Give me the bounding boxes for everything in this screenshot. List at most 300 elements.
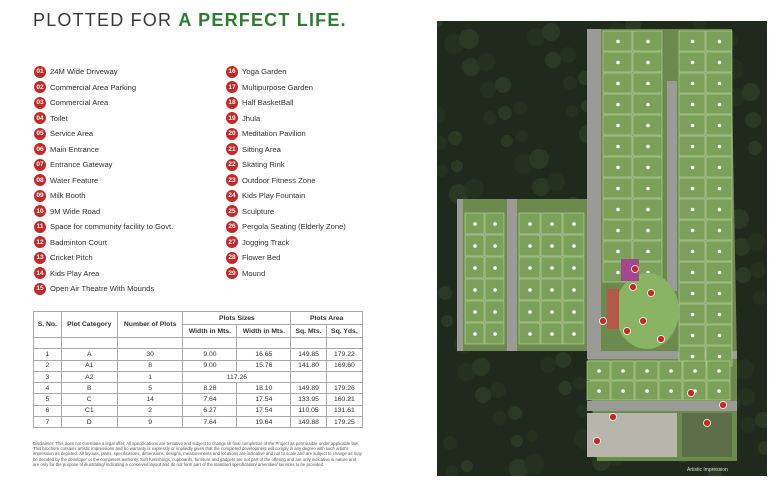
header-sqmts: Sq. Mts. [291, 325, 326, 338]
plot-marker-icon [645, 369, 649, 373]
legend-number-badge: 22 [226, 159, 238, 171]
legend-item [34, 173, 173, 189]
legend-label: Commercial Area Parking [50, 82, 137, 92]
site-plan-svg [437, 21, 767, 476]
plot-marker-icon [616, 103, 620, 107]
cell-sqmts: 110.05 [291, 405, 326, 416]
legend-label: Jhula [242, 113, 261, 123]
plot-marker-icon [717, 369, 721, 373]
legend-item [34, 281, 173, 297]
table-row [34, 349, 363, 360]
tree-canopy [540, 357, 556, 373]
cell-sqyds: 179.22 [326, 349, 362, 360]
plot-marker-icon [718, 187, 722, 191]
legend-item [34, 111, 173, 127]
header-sno: S. No. [34, 312, 62, 338]
plot-marker-icon [691, 82, 695, 86]
legend-label: Jogging Track [242, 237, 290, 247]
tree-canopy [516, 130, 528, 142]
perimeter-road [457, 199, 463, 351]
tree-canopy [747, 233, 765, 251]
plot-marker-icon [616, 166, 620, 170]
cell-category: A2 [61, 371, 117, 382]
plot-marker-icon [616, 250, 620, 254]
legend-item [226, 173, 346, 189]
plot-marker-icon [718, 229, 722, 233]
cell-category: C [61, 394, 117, 405]
plot-marker-icon [646, 103, 650, 107]
legend-number-badge: 24 [226, 190, 238, 202]
tree-canopy [576, 405, 588, 417]
badminton-court [607, 289, 619, 329]
tree-canopy [555, 352, 571, 368]
legend-number-badge: 13 [34, 252, 46, 264]
table-row [34, 360, 363, 371]
plot-marker-icon [718, 61, 722, 65]
cell-number: 9 [117, 417, 183, 428]
legend-label: Sitting Area [242, 144, 281, 154]
legend-number-badge: 02 [34, 81, 46, 93]
tree-canopy [438, 286, 452, 300]
internal-road [507, 199, 517, 351]
disclaimer-text: Disclaimer: This does not constitute a legal offer. All specifications are tentative and subject to change till final completion of the Project as permissible under applicable law. This brochure contains artistic impressions and no warranty is expressly or impliedly given that the completed development will comply in any degree with such artist's impression as depicted. All layouts, plans, specifications, dimensions, designs, measurements and locations are indicative and not to scale and are subject to change as may be decided by the developer or the competent authority. Soft furnishings, cupboards, furniture and gadgets are not part of the offering and are only indicative in nature and are only for the purpose of illustrating/ indicating a conceived layout and do not form part of the standard specification/ amenities/ services to be provided. [33, 441, 362, 467]
tree-canopy [748, 141, 762, 155]
plot-marker-icon [493, 288, 497, 292]
plot-marker-icon [493, 244, 497, 248]
plot-marker-icon [572, 244, 576, 248]
legend-item [226, 266, 346, 282]
table-row [34, 383, 363, 394]
cell-sqyds: 160.21 [326, 394, 362, 405]
cell-width1: 6.27 [183, 405, 237, 416]
plot-marker-icon [572, 310, 576, 314]
legend-number-badge: 26 [226, 221, 238, 233]
plot-marker-icon [691, 250, 695, 254]
cell-category: D [61, 417, 117, 428]
cell-width2: 15.76 [237, 360, 291, 371]
legend-label: 24M Wide Driveway [50, 67, 118, 77]
legend-item [34, 126, 173, 142]
tree-canopy [493, 411, 507, 425]
legend-number-badge: 03 [34, 97, 46, 109]
tree-canopy [573, 376, 587, 390]
tree-canopy [547, 173, 565, 191]
map-caption: Artistic Impression [687, 467, 728, 473]
internal-road [667, 81, 677, 291]
plot-marker-icon [646, 61, 650, 65]
plot-marker-icon [669, 389, 673, 393]
cell-empty [291, 371, 326, 382]
plot-marker-icon [621, 369, 625, 373]
plot-marker-icon [646, 40, 650, 44]
cell-sno: 4 [34, 383, 62, 394]
plot-marker-icon [691, 145, 695, 149]
tree-canopy [742, 83, 760, 101]
amenity-legend-left [34, 64, 173, 297]
cell-width2: 17.54 [237, 405, 291, 416]
plot-marker-icon [646, 229, 650, 233]
legend-number-badge: 18 [226, 97, 238, 109]
cell-width2: 19.64 [237, 417, 291, 428]
tree-canopy [498, 106, 512, 120]
tree-canopy [545, 52, 561, 68]
legend-number-badge: 10 [34, 205, 46, 217]
plot-marker-icon [493, 310, 497, 314]
plot-marker-icon [646, 187, 650, 191]
table-row [34, 417, 363, 428]
plot-marker-icon [718, 40, 722, 44]
tree-canopy [459, 29, 479, 49]
cell-number: 8 [117, 360, 183, 371]
cell-number: 1 [117, 371, 183, 382]
plot-marker-icon [718, 208, 722, 212]
plot-marker-icon [473, 332, 477, 336]
plot-marker-icon [693, 369, 697, 373]
plot-marker-icon [646, 208, 650, 212]
plot-marker-icon [616, 124, 620, 128]
legend-number-badge: 04 [34, 112, 46, 124]
legend-label: Multipurpose Garden [242, 82, 313, 92]
tree-canopy [750, 262, 766, 278]
plot-marker-icon [646, 124, 650, 128]
tree-canopy [511, 435, 523, 447]
legend-item [34, 235, 173, 251]
plot-marker-icon [691, 208, 695, 212]
amenity-marker [632, 266, 639, 273]
legend-label: Skating Rink [242, 160, 285, 170]
cell-sqmts: 149.89 [291, 383, 326, 394]
cell-width2: 18.10 [237, 383, 291, 394]
page-title [33, 10, 347, 31]
cell-number: 2 [117, 405, 183, 416]
plot-marker-icon [616, 145, 620, 149]
legend-label: Entrance Gateway [50, 160, 113, 170]
internal-road [587, 401, 737, 411]
plot-marker-icon [669, 369, 673, 373]
legend-number-badge: 14 [34, 267, 46, 279]
amenity-marker [610, 414, 617, 421]
header-width1: Width in Mts. [183, 325, 237, 338]
legend-label: 9M Wide Road [50, 206, 101, 216]
plot-marker-icon [718, 124, 722, 128]
legend-item [34, 188, 173, 204]
plot-marker-icon [691, 334, 695, 338]
plot-marker-icon [691, 271, 695, 275]
legend-item [226, 64, 346, 80]
plot-marker-icon [616, 187, 620, 191]
tree-canopy [477, 53, 495, 71]
plot-marker-icon [493, 332, 497, 336]
plot-marker-icon [616, 229, 620, 233]
amenity-marker [630, 284, 637, 291]
table-row [34, 405, 363, 416]
legend-label: Commercial Area [50, 98, 109, 108]
plot-marker-icon [550, 332, 554, 336]
cell-empty [326, 371, 362, 382]
legend-label: Mound [242, 268, 266, 278]
cell-number: 30 [117, 349, 183, 360]
legend-item [226, 157, 346, 173]
plot-marker-icon [691, 103, 695, 107]
header-sizes: Plots Sizes [183, 312, 291, 325]
cell-sqmts: 149.85 [291, 349, 326, 360]
legend-number-badge: 15 [34, 283, 46, 295]
amenity-marker [600, 318, 607, 325]
cell-width1: 9.00 [183, 349, 237, 360]
legend-item [34, 266, 173, 282]
cell-category: A1 [61, 360, 117, 371]
title-highlight: A PERFECT LIFE. [178, 10, 347, 30]
plot-marker-icon [616, 61, 620, 65]
legend-number-badge: 28 [226, 252, 238, 264]
legend-label: Badminton Court [50, 237, 107, 247]
plot-marker-icon [550, 310, 554, 314]
legend-item [226, 235, 346, 251]
cell-sno: 1 [34, 349, 62, 360]
amenity-marker [624, 328, 631, 335]
legend-label: Service Area [50, 129, 94, 139]
plot-marker-icon [572, 332, 576, 336]
plot-marker-icon [621, 389, 625, 393]
amenity-marker [704, 420, 711, 427]
plot-marker-icon [473, 244, 477, 248]
amenity-marker [640, 318, 647, 325]
cell-number: 14 [117, 394, 183, 405]
cell-sqmts: 149.88 [291, 417, 326, 428]
legend-number-badge: 05 [34, 128, 46, 140]
tree-canopy [461, 460, 473, 472]
plot-marker-icon [691, 187, 695, 191]
tree-canopy [464, 179, 484, 199]
plot-marker-icon [473, 222, 477, 226]
plot-marker-icon [550, 222, 554, 226]
plot-marker-icon [616, 40, 620, 44]
tree-canopy [745, 112, 761, 128]
tree-canopy [501, 135, 513, 147]
legend-item [226, 142, 346, 158]
legend-item [34, 157, 173, 173]
legend-item [34, 204, 173, 220]
plot-marker-icon [616, 82, 620, 86]
table-row [34, 371, 363, 382]
plot-marker-icon [691, 355, 695, 359]
legend-label: Yoga Garden [242, 67, 287, 77]
tree-canopy [475, 387, 491, 403]
central-park [615, 273, 679, 349]
legend-item [226, 126, 346, 142]
cell-width2: 16.65 [237, 349, 291, 360]
plot-marker-icon [528, 244, 532, 248]
legend-number-badge: 17 [226, 81, 238, 93]
cell-sqyds: 169.60 [326, 360, 362, 371]
cell-sno: 5 [34, 394, 62, 405]
plot-marker-icon [473, 266, 477, 270]
plot-sizes-table [33, 311, 363, 428]
tree-canopy [558, 381, 572, 395]
cell-sno: 7 [34, 417, 62, 428]
table-row [34, 394, 363, 405]
plot-marker-icon [646, 250, 650, 254]
plot-marker-icon [691, 166, 695, 170]
legend-number-badge: 11 [34, 221, 46, 233]
plot-marker-icon [718, 103, 722, 107]
plot-marker-icon [528, 266, 532, 270]
tree-canopy [483, 111, 497, 125]
legend-item [226, 204, 346, 220]
tree-canopy [443, 436, 457, 450]
legend-label: Kids Play Area [50, 268, 100, 278]
legend-item [34, 95, 173, 111]
legend-label: Kids Play Fountain [242, 191, 306, 201]
cell-sno: 3 [34, 371, 62, 382]
legend-number-badge: 01 [34, 66, 46, 78]
amenity-marker [648, 290, 655, 297]
legend-label: Space for community facility to Govt. [50, 222, 174, 232]
plot-marker-icon [528, 332, 532, 336]
tree-canopy [560, 47, 576, 63]
tree-canopy [753, 291, 767, 305]
plot-marker-icon [528, 222, 532, 226]
plot-marker-icon [718, 250, 722, 254]
plot-marker-icon [691, 61, 695, 65]
plot-marker-icon [550, 288, 554, 292]
cell-sqyds: 179.26 [326, 383, 362, 394]
legend-item [226, 188, 346, 204]
cell-width2: 17.54 [237, 394, 291, 405]
cell-number: 5 [117, 383, 183, 394]
plot-marker-icon [550, 244, 554, 248]
plot-marker-icon [550, 266, 554, 270]
plot-marker-icon [718, 292, 722, 296]
tree-canopy [508, 406, 522, 420]
legend-label: Half BasketBall [242, 98, 294, 108]
legend-label: Sculpture [242, 206, 275, 216]
legend-label: Pergola Seating (Elderly Zone) [242, 222, 346, 232]
tree-canopy [566, 105, 578, 117]
cell-sno: 6 [34, 405, 62, 416]
tree-canopy [735, 267, 751, 283]
header-category: Plot Category [61, 312, 117, 338]
cell-sqmts: 141.80 [291, 360, 326, 371]
tree-canopy [524, 454, 544, 474]
plot-marker-icon [691, 292, 695, 296]
plot-marker-icon [528, 288, 532, 292]
plot-marker-icon [717, 389, 721, 393]
plot-marker-icon [718, 145, 722, 149]
amenity-legend-right [226, 64, 346, 281]
tree-canopy [490, 382, 506, 398]
tree-canopy [472, 358, 490, 376]
plot-marker-icon [691, 313, 695, 317]
amenity-marker [720, 402, 727, 409]
amenity-marker [658, 336, 665, 343]
plot-marker-icon [718, 313, 722, 317]
main-driveway [587, 29, 601, 359]
plot-marker-icon [718, 271, 722, 275]
cell-sqyds: 131.61 [326, 405, 362, 416]
legend-number-badge: 27 [226, 236, 238, 248]
legend-item [226, 111, 346, 127]
legend-label: Milk Booth [50, 191, 86, 201]
legend-item [34, 80, 173, 96]
plot-marker-icon [691, 40, 695, 44]
tree-canopy [441, 315, 453, 327]
plot-marker-icon [572, 266, 576, 270]
plot-marker-icon [616, 271, 620, 275]
tree-canopy [480, 82, 496, 98]
legend-label: Flower Bed [242, 253, 281, 263]
cell-width1: 7.64 [183, 417, 237, 428]
legend-number-badge: 08 [34, 174, 46, 186]
title-normal: PLOTTED FOR [33, 10, 179, 30]
legend-number-badge: 29 [226, 267, 238, 279]
header-sqyds: Sq. Yds. [326, 325, 362, 338]
plot-marker-icon [493, 266, 497, 270]
tree-canopy [448, 131, 462, 145]
cell-category: C1 [61, 405, 117, 416]
legend-number-badge: 25 [226, 205, 238, 217]
legend-item [226, 95, 346, 111]
plot-marker-icon [718, 82, 722, 86]
plot-marker-icon [646, 82, 650, 86]
legend-label: Open Air Theatre With Mounds [50, 284, 155, 294]
cell-sno: 2 [34, 360, 62, 371]
tree-canopy [529, 149, 549, 169]
tree-canopy [526, 430, 538, 442]
plot-marker-icon [645, 389, 649, 393]
tree-canopy [563, 76, 577, 90]
cell-width1: 8.28 [183, 383, 237, 394]
legend-number-badge: 19 [226, 112, 238, 124]
table-spacer-row [34, 338, 363, 349]
cell-width1: 7.64 [183, 394, 237, 405]
cell-merged-area: 117.26 [183, 371, 291, 382]
legend-label: Cricket Pitch [50, 253, 93, 263]
amenity-marker [688, 390, 695, 397]
header-number: Number of Plots [117, 312, 183, 338]
plot-marker-icon [597, 369, 601, 373]
legend-item [226, 219, 346, 235]
legend-item [226, 80, 346, 96]
tree-canopy [542, 23, 560, 41]
amenity-marker [594, 438, 601, 445]
site-master-plan [437, 21, 767, 476]
cell-width1: 9.00 [183, 360, 237, 371]
tree-canopy [737, 388, 755, 406]
legend-number-badge: 21 [226, 143, 238, 155]
legend-number-badge: 12 [34, 236, 46, 248]
cell-sqyds: 179.25 [326, 417, 362, 428]
legend-number-badge: 16 [226, 66, 238, 78]
plot-marker-icon [646, 145, 650, 149]
plot-marker-icon [572, 222, 576, 226]
plot-marker-icon [493, 222, 497, 226]
plot-marker-icon [691, 124, 695, 128]
legend-item [34, 64, 173, 80]
tree-canopy [513, 101, 527, 115]
legend-item [34, 219, 173, 235]
tree-canopy [451, 160, 463, 172]
legend-number-badge: 09 [34, 190, 46, 202]
commercial-area [587, 413, 677, 457]
tree-canopy [495, 77, 511, 93]
legend-number-badge: 06 [34, 143, 46, 155]
plot-marker-icon [718, 166, 722, 170]
plot-marker-icon [597, 389, 601, 393]
plot-marker-icon [616, 208, 620, 212]
plot-marker-icon [473, 288, 477, 292]
legend-item [226, 250, 346, 266]
